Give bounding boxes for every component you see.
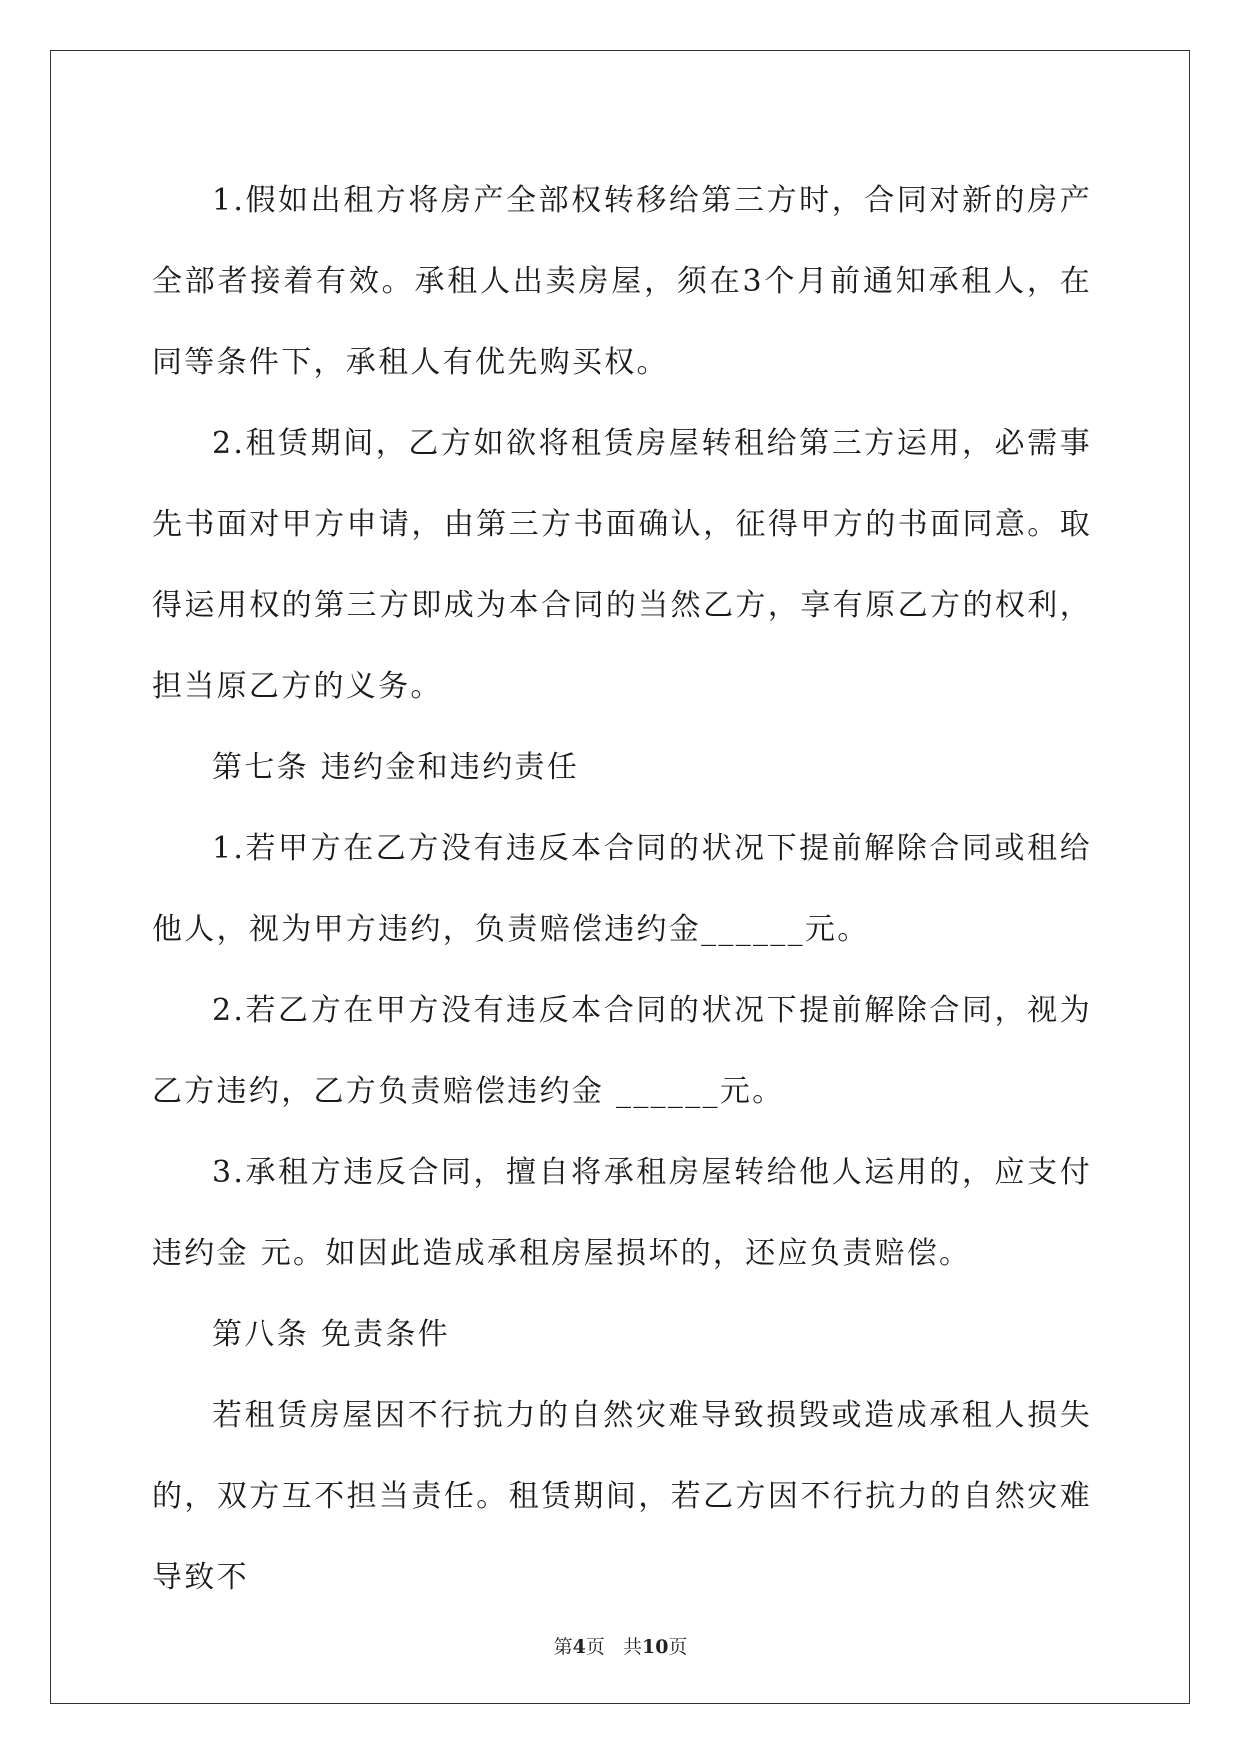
footer-total-prefix: 共 — [622, 1636, 642, 1658]
section-heading: 第八条 免责条件 — [212, 1317, 450, 1352]
total-page-count: 10 — [641, 1636, 669, 1658]
paragraph: 若租赁房屋因不行抗力的自然灾难导致损毁或造成承租人损失的，双方互不担当责任。租赁期间，若乙方因不行抗力的自然灾难导致不 — [152, 1398, 1092, 1595]
footer-prefix: 第 — [553, 1636, 573, 1658]
paragraph: 1.假如出租方将房产全部权转移给第三方时，合同对新的房产全部者接着有效。承租人出卖房屋，须在3个月前通知承租人，在同等条件下，承租人有优先购买权。 — [152, 183, 1092, 380]
current-page-number: 4 — [572, 1636, 586, 1658]
paragraph: 1.若甲方在乙方没有违反本合同的状况下提前解除合同或租给他人，视为甲方违约，负责赔偿违约金______元。 — [152, 831, 1092, 947]
paragraph: 2.租赁期间，乙方如欲将租赁房屋转租给第三方运用，必需事先书面对甲方申请，由第三方书面确认，征得甲方的书面同意。取得运用权的第三方即成为本合同的当然乙方，享有原乙方的权利，担当原乙方的义务。 — [152, 426, 1092, 704]
paragraph: 3.承租方违反合同，擅自将承租房屋转给他人运用的，应支付违约金 元。如因此造成承租房屋损坏的，还应负责赔偿。 — [152, 1155, 1092, 1271]
footer-page-suffix: 页 — [585, 1636, 605, 1658]
document-body — [152, 160, 1092, 1618]
section-heading: 第七条 违约金和违约责任 — [212, 750, 580, 785]
paragraph: 2.若乙方在甲方没有违反本合同的状况下提前解除合同，视为乙方违约，乙方负责赔偿违约金 ______元。 — [152, 993, 1092, 1109]
footer-total-suffix: 页 — [668, 1636, 688, 1658]
page-footer — [0, 1632, 1241, 1659]
